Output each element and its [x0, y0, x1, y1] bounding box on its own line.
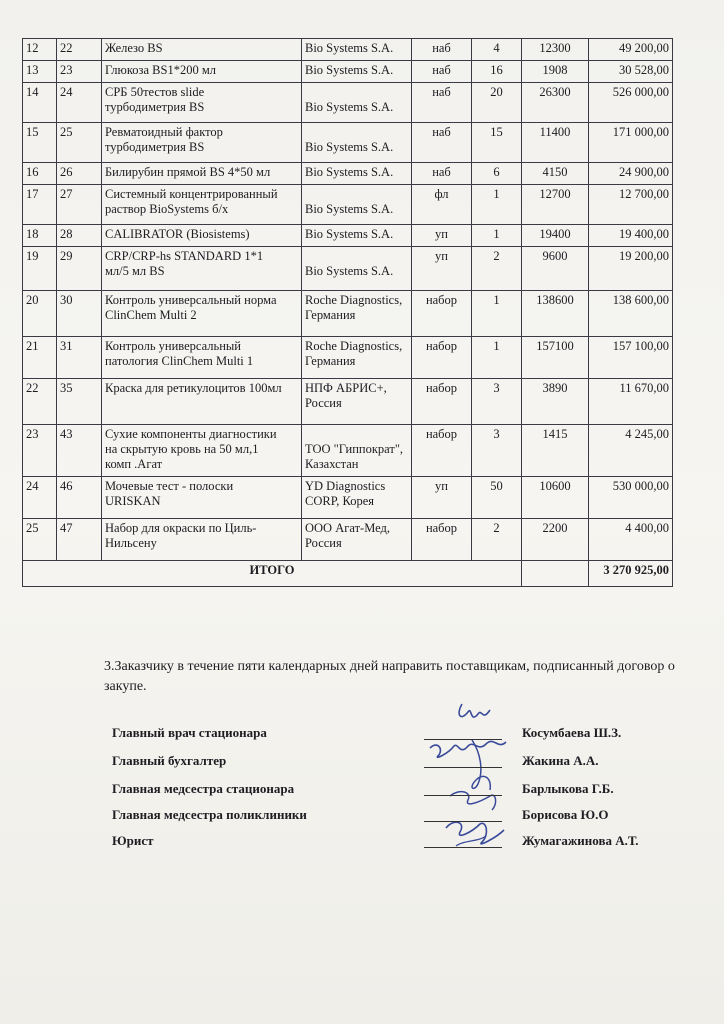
- row-number: 24: [23, 477, 57, 519]
- table-row: [23, 379, 673, 425]
- item-price: 157100: [522, 337, 589, 379]
- item-sum: 4 245,00: [589, 425, 673, 477]
- item-supplier-line: Bio Systems S.A.: [305, 264, 394, 278]
- item-name-line: Железо BS: [105, 41, 163, 55]
- item-price: 3890: [522, 379, 589, 425]
- item-supplier: [302, 337, 412, 379]
- item-quantity: 1: [472, 185, 522, 225]
- signature-role: Главная медсестра стационара: [112, 781, 295, 796]
- signature-name: Борисова Ю.О: [522, 807, 609, 822]
- item-name: [102, 61, 302, 83]
- table-row: [23, 39, 673, 61]
- item-quantity: 1: [472, 291, 522, 337]
- item-name-line: раствор BioSystems б/х: [105, 202, 229, 216]
- signature-role: Главный врач стационара: [112, 725, 267, 740]
- signature-row: [0, 753, 724, 775]
- item-supplier-line: Россия: [305, 536, 342, 550]
- item-supplier-line: Roche Diagnostics,: [305, 293, 403, 307]
- item-supplier-line: Bio Systems S.A.: [305, 202, 394, 216]
- item-supplier-line: Казахстан: [305, 457, 359, 471]
- item-name: [102, 163, 302, 185]
- item-unit: набор: [412, 519, 472, 561]
- item-name-line: патология ClinChem Multi 1: [105, 354, 254, 368]
- item-price: 9600: [522, 247, 589, 291]
- signature-row: [0, 807, 724, 829]
- table-row: [23, 337, 673, 379]
- item-supplier-line: Bio Systems S.A.: [305, 41, 394, 55]
- row-number: 12: [23, 39, 57, 61]
- item-unit: наб: [412, 39, 472, 61]
- row-number: 14: [23, 83, 57, 123]
- item-unit: наб: [412, 83, 472, 123]
- lot-number: 24: [57, 83, 102, 123]
- item-supplier-line: ТОО "Гиппократ",: [305, 442, 404, 456]
- item-name: [102, 477, 302, 519]
- signature-role: Юрист: [112, 833, 154, 848]
- item-name-line: Нильсену: [105, 536, 157, 550]
- signature-line: [424, 821, 502, 822]
- item-unit: уп: [412, 477, 472, 519]
- item-name: [102, 185, 302, 225]
- item-supplier: [302, 291, 412, 337]
- item-price: 1415: [522, 425, 589, 477]
- item-supplier: [302, 39, 412, 61]
- item-sum: 19 400,00: [589, 225, 673, 247]
- total-empty-cell: [522, 561, 589, 587]
- item-supplier: [302, 425, 412, 477]
- item-name: [102, 379, 302, 425]
- total-sum: 3 270 925,00: [589, 561, 673, 587]
- item-unit: наб: [412, 61, 472, 83]
- table-row: [23, 83, 673, 123]
- item-price: 19400: [522, 225, 589, 247]
- signature-line: [424, 795, 502, 796]
- item-name: [102, 291, 302, 337]
- item-name-line: СРБ 50тестов slide: [105, 85, 205, 99]
- lot-number: 28: [57, 225, 102, 247]
- signature-row: [0, 781, 724, 803]
- item-sum: 30 528,00: [589, 61, 673, 83]
- lot-number: 27: [57, 185, 102, 225]
- lot-number: 25: [57, 123, 102, 163]
- item-sum: 12 700,00: [589, 185, 673, 225]
- item-unit: уп: [412, 247, 472, 291]
- item-supplier: [302, 123, 412, 163]
- lot-number: 23: [57, 61, 102, 83]
- item-supplier: [302, 477, 412, 519]
- row-number: 20: [23, 291, 57, 337]
- item-quantity: 3: [472, 425, 522, 477]
- item-supplier-line: НПФ АБРИС+,: [305, 381, 387, 395]
- lot-number: 31: [57, 337, 102, 379]
- row-number: 21: [23, 337, 57, 379]
- lot-number: 35: [57, 379, 102, 425]
- signature-role: Главный бухгалтер: [112, 753, 227, 768]
- table-row: [23, 477, 673, 519]
- item-name-line: ClinChem Multi 2: [105, 308, 197, 322]
- row-number: 17: [23, 185, 57, 225]
- item-name-line: Глюкоза BS1*200 мл: [105, 63, 216, 77]
- item-price: 138600: [522, 291, 589, 337]
- signature-name: Косумбаева Ш.З.: [522, 725, 622, 740]
- item-name-line: Системный концентрированный: [105, 187, 278, 201]
- item-name-line: Контроль универсальный: [105, 339, 241, 353]
- table-row: [23, 123, 673, 163]
- item-supplier: [302, 225, 412, 247]
- item-name-line: CALIBRATOR (Biosistems): [105, 227, 250, 241]
- item-sum: 4 400,00: [589, 519, 673, 561]
- item-supplier-line: Германия: [305, 308, 356, 322]
- item-name-line: Краска для ретикулоцитов 100мл: [105, 381, 282, 395]
- item-supplier-line: [305, 187, 408, 202]
- item-supplier-line: CORP, Корея: [305, 494, 375, 508]
- lot-number: 43: [57, 425, 102, 477]
- item-name-line: турбодиметрия BS: [105, 140, 205, 154]
- item-sum: 526 000,00: [589, 83, 673, 123]
- item-supplier: [302, 185, 412, 225]
- item-name: [102, 123, 302, 163]
- lot-number: 29: [57, 247, 102, 291]
- signature-row: [0, 833, 724, 855]
- item-name-line: комп .Агат: [105, 457, 163, 471]
- item-unit: набор: [412, 379, 472, 425]
- item-price: 4150: [522, 163, 589, 185]
- row-number: 22: [23, 379, 57, 425]
- item-supplier: [302, 83, 412, 123]
- item-supplier: [302, 519, 412, 561]
- item-supplier: [302, 379, 412, 425]
- item-sum: 157 100,00: [589, 337, 673, 379]
- item-supplier-line: Bio Systems S.A.: [305, 63, 394, 77]
- item-quantity: 1: [472, 337, 522, 379]
- item-price: 12700: [522, 185, 589, 225]
- item-name-line: Билирубин прямой BS 4*50 мл: [105, 165, 271, 179]
- item-supplier-line: [305, 85, 408, 100]
- item-quantity: 1: [472, 225, 522, 247]
- item-quantity: 50: [472, 477, 522, 519]
- item-sum: 530 000,00: [589, 477, 673, 519]
- item-supplier-line: ООО Агат-Мед,: [305, 521, 391, 535]
- signature-line: [424, 739, 502, 740]
- item-supplier-line: Bio Systems S.A.: [305, 140, 394, 154]
- item-price: 2200: [522, 519, 589, 561]
- item-price: 1908: [522, 61, 589, 83]
- row-number: 19: [23, 247, 57, 291]
- item-quantity: 4: [472, 39, 522, 61]
- table-row: [23, 185, 673, 225]
- item-price: 12300: [522, 39, 589, 61]
- row-number: 18: [23, 225, 57, 247]
- item-quantity: 6: [472, 163, 522, 185]
- item-unit: набор: [412, 425, 472, 477]
- item-name-line: Ревматоидный фактор: [105, 125, 223, 139]
- closing-note: 3.Заказчику в течение пяти календарных дней направить поставщикам, подписанный договор о закупе.: [104, 659, 675, 694]
- item-sum: 49 200,00: [589, 39, 673, 61]
- signature-line: [424, 767, 502, 768]
- item-name-line: Мочевые тест - полоски: [105, 479, 234, 493]
- item-sum: 138 600,00: [589, 291, 673, 337]
- item-name: [102, 519, 302, 561]
- item-supplier-line: Германия: [305, 354, 356, 368]
- row-number: 16: [23, 163, 57, 185]
- item-name: [102, 425, 302, 477]
- item-supplier-line: [305, 249, 408, 264]
- item-quantity: 2: [472, 519, 522, 561]
- lot-number: 47: [57, 519, 102, 561]
- row-number: 25: [23, 519, 57, 561]
- lot-number: 26: [57, 163, 102, 185]
- item-sum: 24 900,00: [589, 163, 673, 185]
- procurement-table: [22, 38, 673, 587]
- item-quantity: 2: [472, 247, 522, 291]
- item-name-line: Контроль универсальный норма: [105, 293, 277, 307]
- item-name-line: URISKAN: [105, 494, 161, 508]
- item-name-line: Сухие компоненты диагностики: [105, 427, 277, 441]
- item-supplier-line: [305, 125, 408, 140]
- signature-row: [0, 725, 724, 747]
- item-name: [102, 247, 302, 291]
- total-row: [23, 561, 673, 587]
- item-quantity: 3: [472, 379, 522, 425]
- lot-number: 22: [57, 39, 102, 61]
- item-supplier-line: Bio Systems S.A.: [305, 165, 394, 179]
- item-unit: набор: [412, 337, 472, 379]
- table-row: [23, 291, 673, 337]
- row-number: 13: [23, 61, 57, 83]
- item-name: [102, 83, 302, 123]
- signature-name: Жумагажинова А.Т.: [522, 833, 639, 848]
- item-supplier-line: YD Diagnostics: [305, 479, 386, 493]
- item-unit: набор: [412, 291, 472, 337]
- item-price: 10600: [522, 477, 589, 519]
- signature-name: Барлыкова Г.Б.: [522, 781, 614, 796]
- table-row: [23, 519, 673, 561]
- item-name-line: турбодиметрия BS: [105, 100, 205, 114]
- item-name-line: CRP/CRP-hs STANDARD 1*1: [105, 249, 264, 263]
- item-quantity: 20: [472, 83, 522, 123]
- item-name: [102, 39, 302, 61]
- item-quantity: 16: [472, 61, 522, 83]
- item-price: 11400: [522, 123, 589, 163]
- table-row: [23, 247, 673, 291]
- item-sum: 11 670,00: [589, 379, 673, 425]
- item-name: [102, 225, 302, 247]
- table-row: [23, 163, 673, 185]
- item-quantity: 15: [472, 123, 522, 163]
- item-supplier-line: Bio Systems S.A.: [305, 100, 394, 114]
- item-supplier-line: Россия: [305, 396, 342, 410]
- item-supplier-line: [305, 427, 408, 442]
- item-unit: уп: [412, 225, 472, 247]
- lot-number: 46: [57, 477, 102, 519]
- item-sum: 19 200,00: [589, 247, 673, 291]
- table-body: [23, 39, 673, 587]
- item-unit: наб: [412, 163, 472, 185]
- row-number: 15: [23, 123, 57, 163]
- item-supplier-line: Roche Diagnostics,: [305, 339, 403, 353]
- lot-number: 30: [57, 291, 102, 337]
- signature-line: [424, 847, 502, 848]
- row-number: 23: [23, 425, 57, 477]
- item-supplier: [302, 247, 412, 291]
- item-name-line: Набор для окраски по Циль-: [105, 521, 257, 535]
- item-unit: наб: [412, 123, 472, 163]
- signature-name: Жакина А.А.: [522, 753, 599, 768]
- item-sum: 171 000,00: [589, 123, 673, 163]
- signature-role: Главная медсестра поликлиники: [112, 807, 307, 822]
- table-row: [23, 225, 673, 247]
- item-name: [102, 337, 302, 379]
- item-price: 26300: [522, 83, 589, 123]
- table-row: [23, 425, 673, 477]
- table-row: [23, 61, 673, 83]
- item-name-line: на скрытую кровь на 50 мл,1: [105, 442, 259, 456]
- item-supplier-line: Bio Systems S.A.: [305, 227, 394, 241]
- item-supplier: [302, 61, 412, 83]
- item-name-line: мл/5 мл BS: [105, 264, 165, 278]
- item-unit: фл: [412, 185, 472, 225]
- total-label: ИТОГО: [23, 561, 522, 587]
- item-supplier: [302, 163, 412, 185]
